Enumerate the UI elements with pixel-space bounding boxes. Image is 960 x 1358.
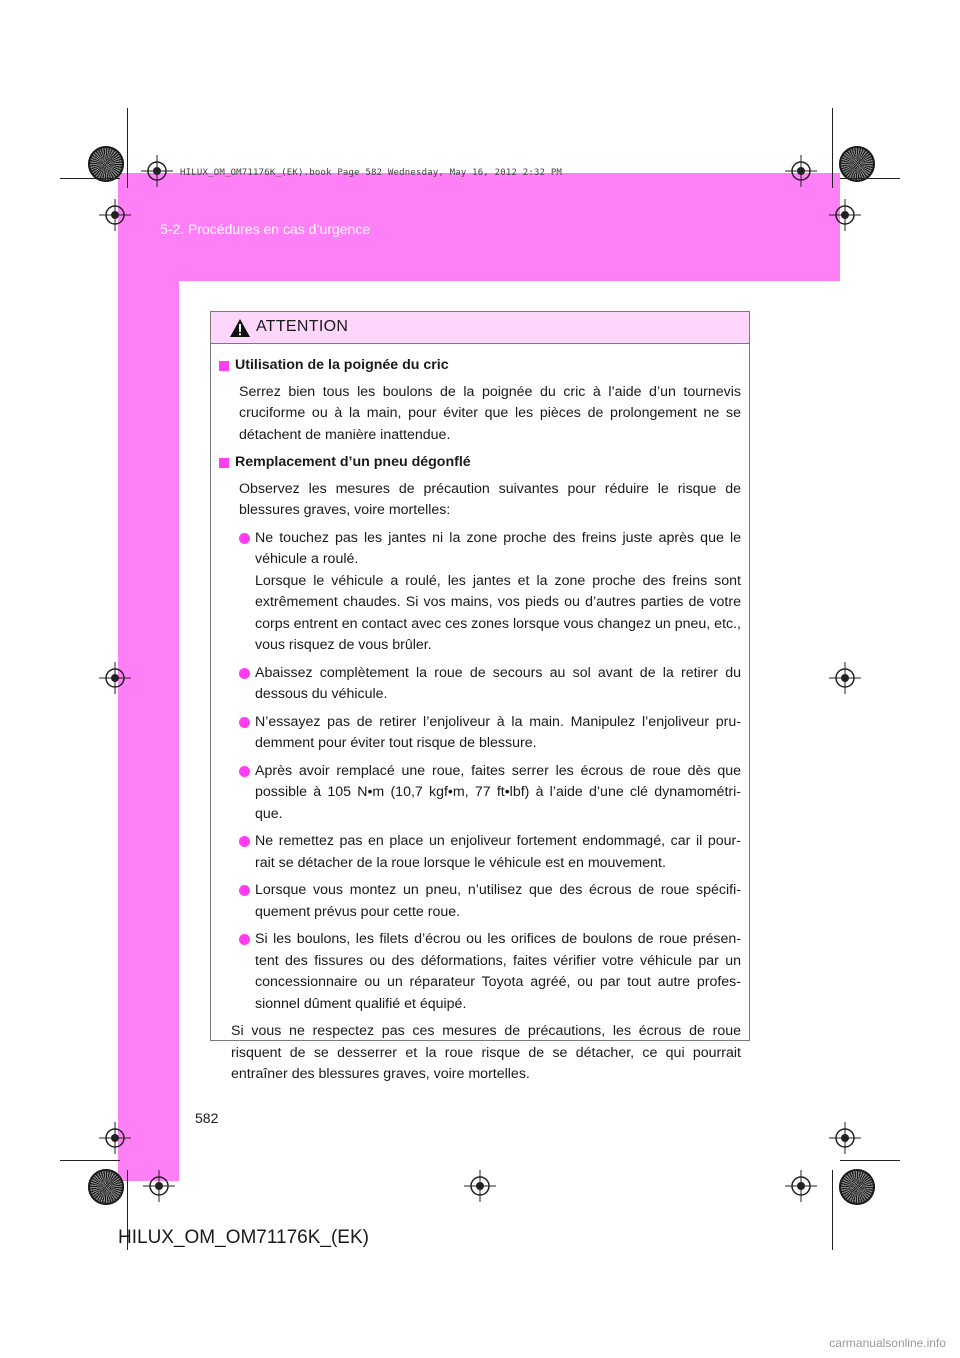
bullet-item xyxy=(239,831,741,874)
bullet-text: Ne touchez pas les jantes ni la zone proche des freins juste après que le véhicule a roulé. xyxy=(255,529,741,567)
round-bullet-icon xyxy=(239,717,250,728)
bullet-text: Abaissez complètement la roue de secours au sol avant de la retirer du dessous du véhicule. xyxy=(255,664,741,702)
registration-mark-icon xyxy=(829,662,861,694)
side-band xyxy=(118,281,179,1181)
registration-mark-icon xyxy=(141,155,173,187)
round-bullet-icon xyxy=(239,836,250,847)
crop-mark xyxy=(832,108,833,188)
crop-mark xyxy=(840,178,900,179)
registration-mark-icon xyxy=(464,1170,496,1202)
bullet-text: Lorsque vous montez un pneu, n’utilisez que des écrous de roue spécifi-quement prévus pour cette roue. xyxy=(255,882,741,920)
page-number: 582 xyxy=(195,1110,219,1126)
round-bullet-icon xyxy=(239,533,250,544)
registration-mark-icon xyxy=(829,199,861,231)
bullet-item xyxy=(239,880,741,923)
crop-mark xyxy=(60,178,120,179)
crop-mark xyxy=(60,1160,120,1161)
warning-box xyxy=(210,311,750,1082)
warning-triangle-icon xyxy=(229,318,251,338)
closing-paragraph: Si vous ne respectez pas ces mesures de précautions, les écrous de roue risquent de se desserrer et la roue risque de se détacher, ce qui pourrait entraîner des blessures graves, voire mortelles. xyxy=(231,1023,741,1082)
bullet-item xyxy=(239,663,741,706)
warning-title: ATTENTION xyxy=(256,318,349,335)
square-bullet-icon xyxy=(219,361,229,371)
section-title: 5-2. Procédures en cas d’urgence xyxy=(160,221,371,237)
round-bullet-icon xyxy=(239,885,250,896)
registration-mark-icon xyxy=(829,1122,861,1154)
round-bullet-icon xyxy=(239,766,250,777)
bullet-item xyxy=(239,528,741,657)
color-disc-icon xyxy=(88,1169,124,1205)
registration-mark-icon xyxy=(785,155,817,187)
bullet-item xyxy=(239,929,741,1015)
crop-mark xyxy=(127,108,128,188)
bullet-item xyxy=(239,761,741,826)
section-heading: Utilisation de la poignée du cric xyxy=(219,355,741,377)
color-disc-icon xyxy=(839,1169,875,1205)
bullet-item xyxy=(239,712,741,755)
section-heading: Remplacement d’un pneu dégonflé xyxy=(219,452,741,474)
registration-mark-icon xyxy=(143,1170,175,1202)
paragraph: Observez les mesures de précaution suivantes pour réduire le risque de blessures graves, voire mortelles: xyxy=(239,480,741,518)
bullet-text: Ne remettez pas en place un enjoliveur fortement endommagé, car il pour-rait se détacher de la roue lorsque le véhicule est en mouvement. xyxy=(255,833,741,871)
registration-mark-icon xyxy=(99,1122,131,1154)
color-disc-icon xyxy=(839,146,875,182)
crop-mark xyxy=(840,1160,900,1161)
paragraph: Serrez bien tous les boulons de la poignée du cric à l’aide d’un tournevis cruciforme ou à la main, pour éviter que les pièces de prolongement ne se détachent de manière inattendue. xyxy=(239,383,741,443)
registration-mark-icon xyxy=(99,662,131,694)
watermark: carmanualsonline.info xyxy=(829,1336,946,1350)
color-disc-icon xyxy=(88,146,124,182)
round-bullet-icon xyxy=(239,668,250,679)
document-code: HILUX_OM_OM71176K_(EK) xyxy=(118,1227,369,1248)
book-info: HILUX_OM_OM71176K_(EK).book Page 582 Wednesday, May 16, 2012 2:32 PM xyxy=(180,168,563,178)
square-bullet-icon xyxy=(219,458,229,468)
crop-mark xyxy=(832,1170,833,1250)
bullet-text: Si les boulons, les filets d’écrou ou les orifices de boulons de roue présen-tent des fissures ou des déformations, faites vérifier votre véhicule par un concessionnaire ou un réparateur Toyota agréé, ou par tout autre profes-sionnel dûment qualifié et équipé. xyxy=(255,931,741,1012)
bullet-text: N’essayez pas de retirer l’enjoliveur à la main. Manipulez l’enjoliveur pru-demment pour éviter tout risque de blessure. xyxy=(255,713,741,751)
warning-body xyxy=(211,344,749,1086)
warning-header xyxy=(211,312,749,344)
round-bullet-icon xyxy=(239,934,250,945)
registration-mark-icon xyxy=(99,199,131,231)
bullet-text: Lorsque le véhicule a roulé, les jantes et la zone proche des freins sont extrêmement chaudes. Si vos mains, vos pieds ou d’autres parties de votre corps entrent en contact avec ces zones lorsque vous changez un pneu, etc., vous risquez de vous brûler. xyxy=(255,572,741,653)
bullet-text: Après avoir remplacé une roue, faites serrer les écrous de roue dès que possible à 105 N•m (10,7 kgf•m, 77 ft•lbf) à l’aide d’une clé dynamométri-que. xyxy=(255,762,741,822)
registration-mark-icon xyxy=(785,1170,817,1202)
